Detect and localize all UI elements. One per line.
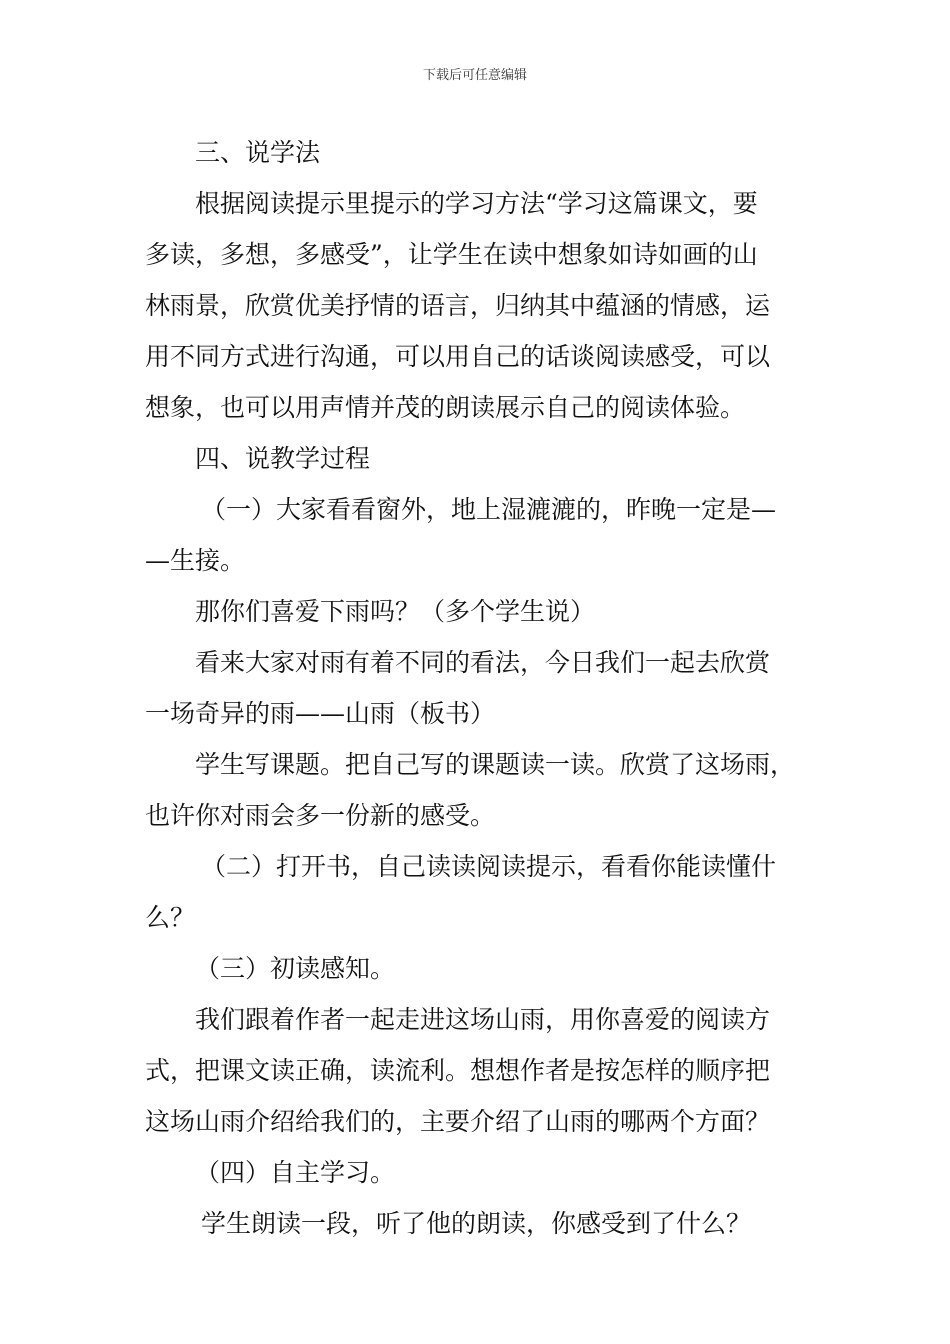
paragraph-line: 学生朗读一段，听了他的朗读，你感受到了什么？ bbox=[201, 1209, 752, 1238]
paragraph-line: 想象，也可以用声情并茂的朗读展示自己的阅读体验。 bbox=[145, 393, 746, 422]
paragraph-line: 这场山雨介绍给我们的，主要介绍了山雨的哪两个方面？ bbox=[145, 1107, 771, 1136]
paragraph-line: 林雨景，欣赏优美抒情的语言，归纳其中蕴涵的情感，运 bbox=[145, 291, 771, 320]
paragraph-line: 式，把课文读正确，读流利。想想作者是按怎样的顺序把 bbox=[145, 1056, 771, 1085]
paragraph-line: 我们跟着作者一起走进这场山雨，用你喜爱的阅读方 bbox=[195, 1005, 771, 1034]
paragraph-line: 也许你对雨会多一份新的感受。 bbox=[145, 801, 496, 830]
subsection-heading: （三）初读感知。 bbox=[195, 954, 396, 983]
paragraph-line: 根据阅读提示里提示的学习方法“学习这篇课文，要 bbox=[195, 189, 758, 218]
paragraph-line: 学生写课题。把自己写的课题读一读。欣赏了这场雨， bbox=[195, 750, 796, 779]
paragraph-line: （一）大家看看窗外，地上湿漉漉的，昨晚一定是— bbox=[201, 495, 777, 524]
paragraph-line: 么？ bbox=[145, 903, 196, 932]
paragraph-line: 用不同方式进行沟通，可以用自己的话谈阅读感受，可以 bbox=[145, 342, 771, 371]
section-heading-teaching-process: 四、说教学过程 bbox=[195, 444, 371, 473]
paragraph-line: （二）打开书，自己读读阅读提示，看看你能读懂什 bbox=[201, 852, 777, 881]
section-heading-study-method: 三、说学法 bbox=[195, 138, 321, 167]
paragraph-line: —生接。 bbox=[145, 546, 246, 575]
paragraph-line: 看来大家对雨有着不同的看法，今日我们一起去欣赏 bbox=[195, 648, 771, 677]
paragraph-line: 一场奇异的雨——山雨（板书） bbox=[145, 699, 496, 728]
subsection-heading: （四）自主学习。 bbox=[195, 1158, 396, 1187]
paragraph-line: 多读，多想，多感受”，让学生在读中想象如诗如画的山 bbox=[145, 240, 758, 269]
paragraph-line: 那你们喜爱下雨吗？（多个学生说） bbox=[195, 597, 596, 626]
page-header-note: 下载后可任意编辑 bbox=[422, 68, 527, 83]
document-body bbox=[145, 127, 813, 1249]
